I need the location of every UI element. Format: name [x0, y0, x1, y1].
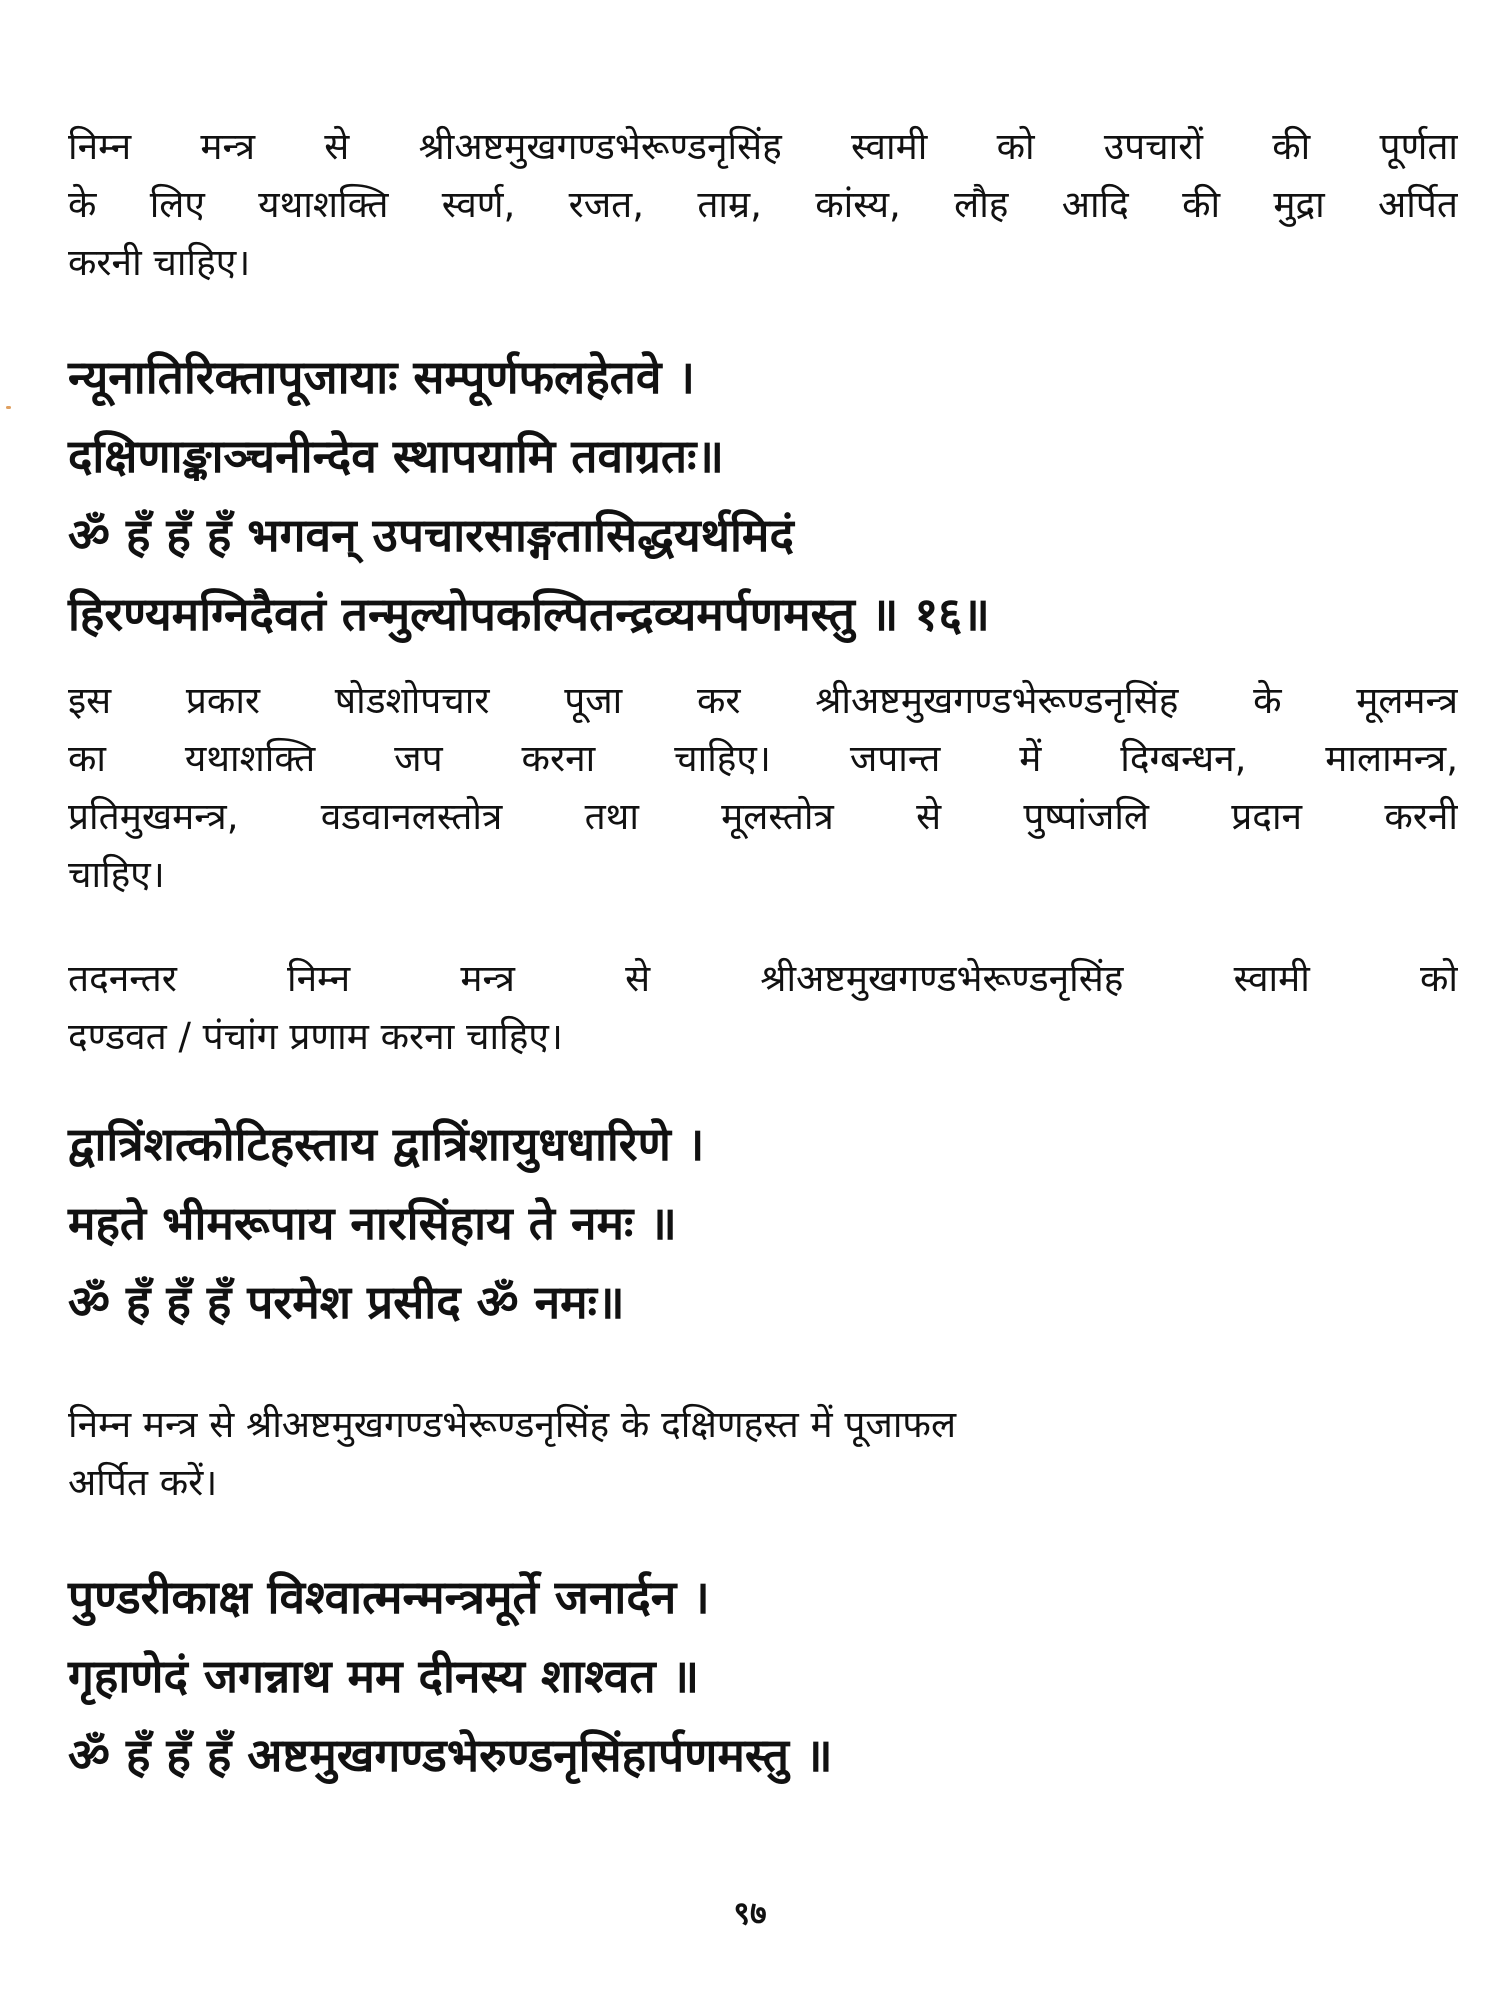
verse-line: द्वात्रिंशत्कोटिहस्ताय द्वात्रिंशायुधधारिणे । — [68, 1117, 705, 1171]
page-number: ९७ — [733, 1894, 767, 1932]
verse-line: न्यूनातिरिक्तापूजायाः सम्पूर्णफलहेतवे । — [68, 350, 695, 404]
paragraph-line: निम्न मन्त्र से श्रीअष्टमुखगण्डभेरूण्डनृसिंह के दक्षिणहस्त में पूजाफल — [68, 1403, 957, 1446]
paragraph-line: का यथाशक्ति जप करना चाहिए। जपान्त में दिग्बन्धन, मालामन्त्र, — [68, 737, 1458, 780]
verse-pranama-mantra — [68, 1105, 1468, 1342]
verse-line: महते भीमरूपाय नारसिंहाय ते नमः ॥ — [68, 1196, 677, 1250]
verse-line: दक्षिणाङ्काञ्चनीन्देव स्थापयामि तवाग्रतः॥ — [68, 429, 724, 483]
verse-line: ॐ हँ हँ हँ अष्टमुखगण्डभेरुण्डनृसिंहार्पणमस्तु ॥ — [68, 1728, 833, 1782]
paragraph-line: तदनन्तर निम्न मन्त्र से श्रीअष्टमुखगण्डभेरूण्डनृसिंह स्वामी को — [68, 957, 1458, 1000]
paragraph-line: अर्पित करें। — [68, 1461, 218, 1504]
paragraph-line: करनी चाहिए। — [68, 241, 251, 284]
scan-speck — [6, 406, 11, 409]
paragraph-line: निम्न मन्त्र से श्रीअष्टमुखगण्डभेरूण्डनृसिंह स्वामी को उपचारों की पूर्णता — [68, 125, 1458, 168]
paragraph-shodashopachara — [68, 672, 1458, 904]
verse-line: ॐ हँ हँ हँ भगवन् उपचारसाङ्गतासिद्धयर्थमिदं — [68, 508, 794, 562]
verse-pujaphala-mantra — [68, 1558, 1468, 1795]
verse-line: पुण्डरीकाक्ष विश्वात्मन्मन्त्रमूर्ते जनार्दन । — [68, 1570, 710, 1624]
verse-line: गृहाणेदं जगन्नाथ मम दीनस्य शाश्वत ॥ — [68, 1649, 700, 1703]
paragraph-line: के लिए यथाशक्ति स्वर्ण, रजत, ताम्र, कांस्य, लौह आदि की मुद्रा अर्पित — [68, 183, 1458, 226]
paragraph-pujaphala-intro — [68, 1396, 1458, 1512]
paragraph-pranama-intro — [68, 950, 1458, 1066]
paragraph-intro-offering — [68, 118, 1458, 292]
paragraph-line: प्रतिमुखमन्त्र, वडवानलस्तोत्र तथा मूलस्तोत्र से पुष्पांजलि प्रदान करनी — [68, 795, 1458, 838]
paragraph-line: चाहिए। — [68, 853, 165, 896]
verse-line: हिरण्यमग्निदैवतं तन्मुल्योपकल्पितन्द्रव्यमर्पणमस्तु ॥ १६॥ — [68, 587, 990, 641]
verse-line: ॐ हँ हँ हँ परमेश प्रसीद ॐ नमः॥ — [68, 1275, 625, 1329]
paragraph-line: दण्डवत / पंचांग प्रणाम करना चाहिए। — [68, 1015, 563, 1058]
paragraph-line: इस प्रकार षोडशोपचार पूजा कर श्रीअष्टमुखगण्डभेरूण्डनृसिंह के मूलमन्त्र — [68, 679, 1458, 722]
verse-dakshina-mantra — [68, 338, 1468, 654]
